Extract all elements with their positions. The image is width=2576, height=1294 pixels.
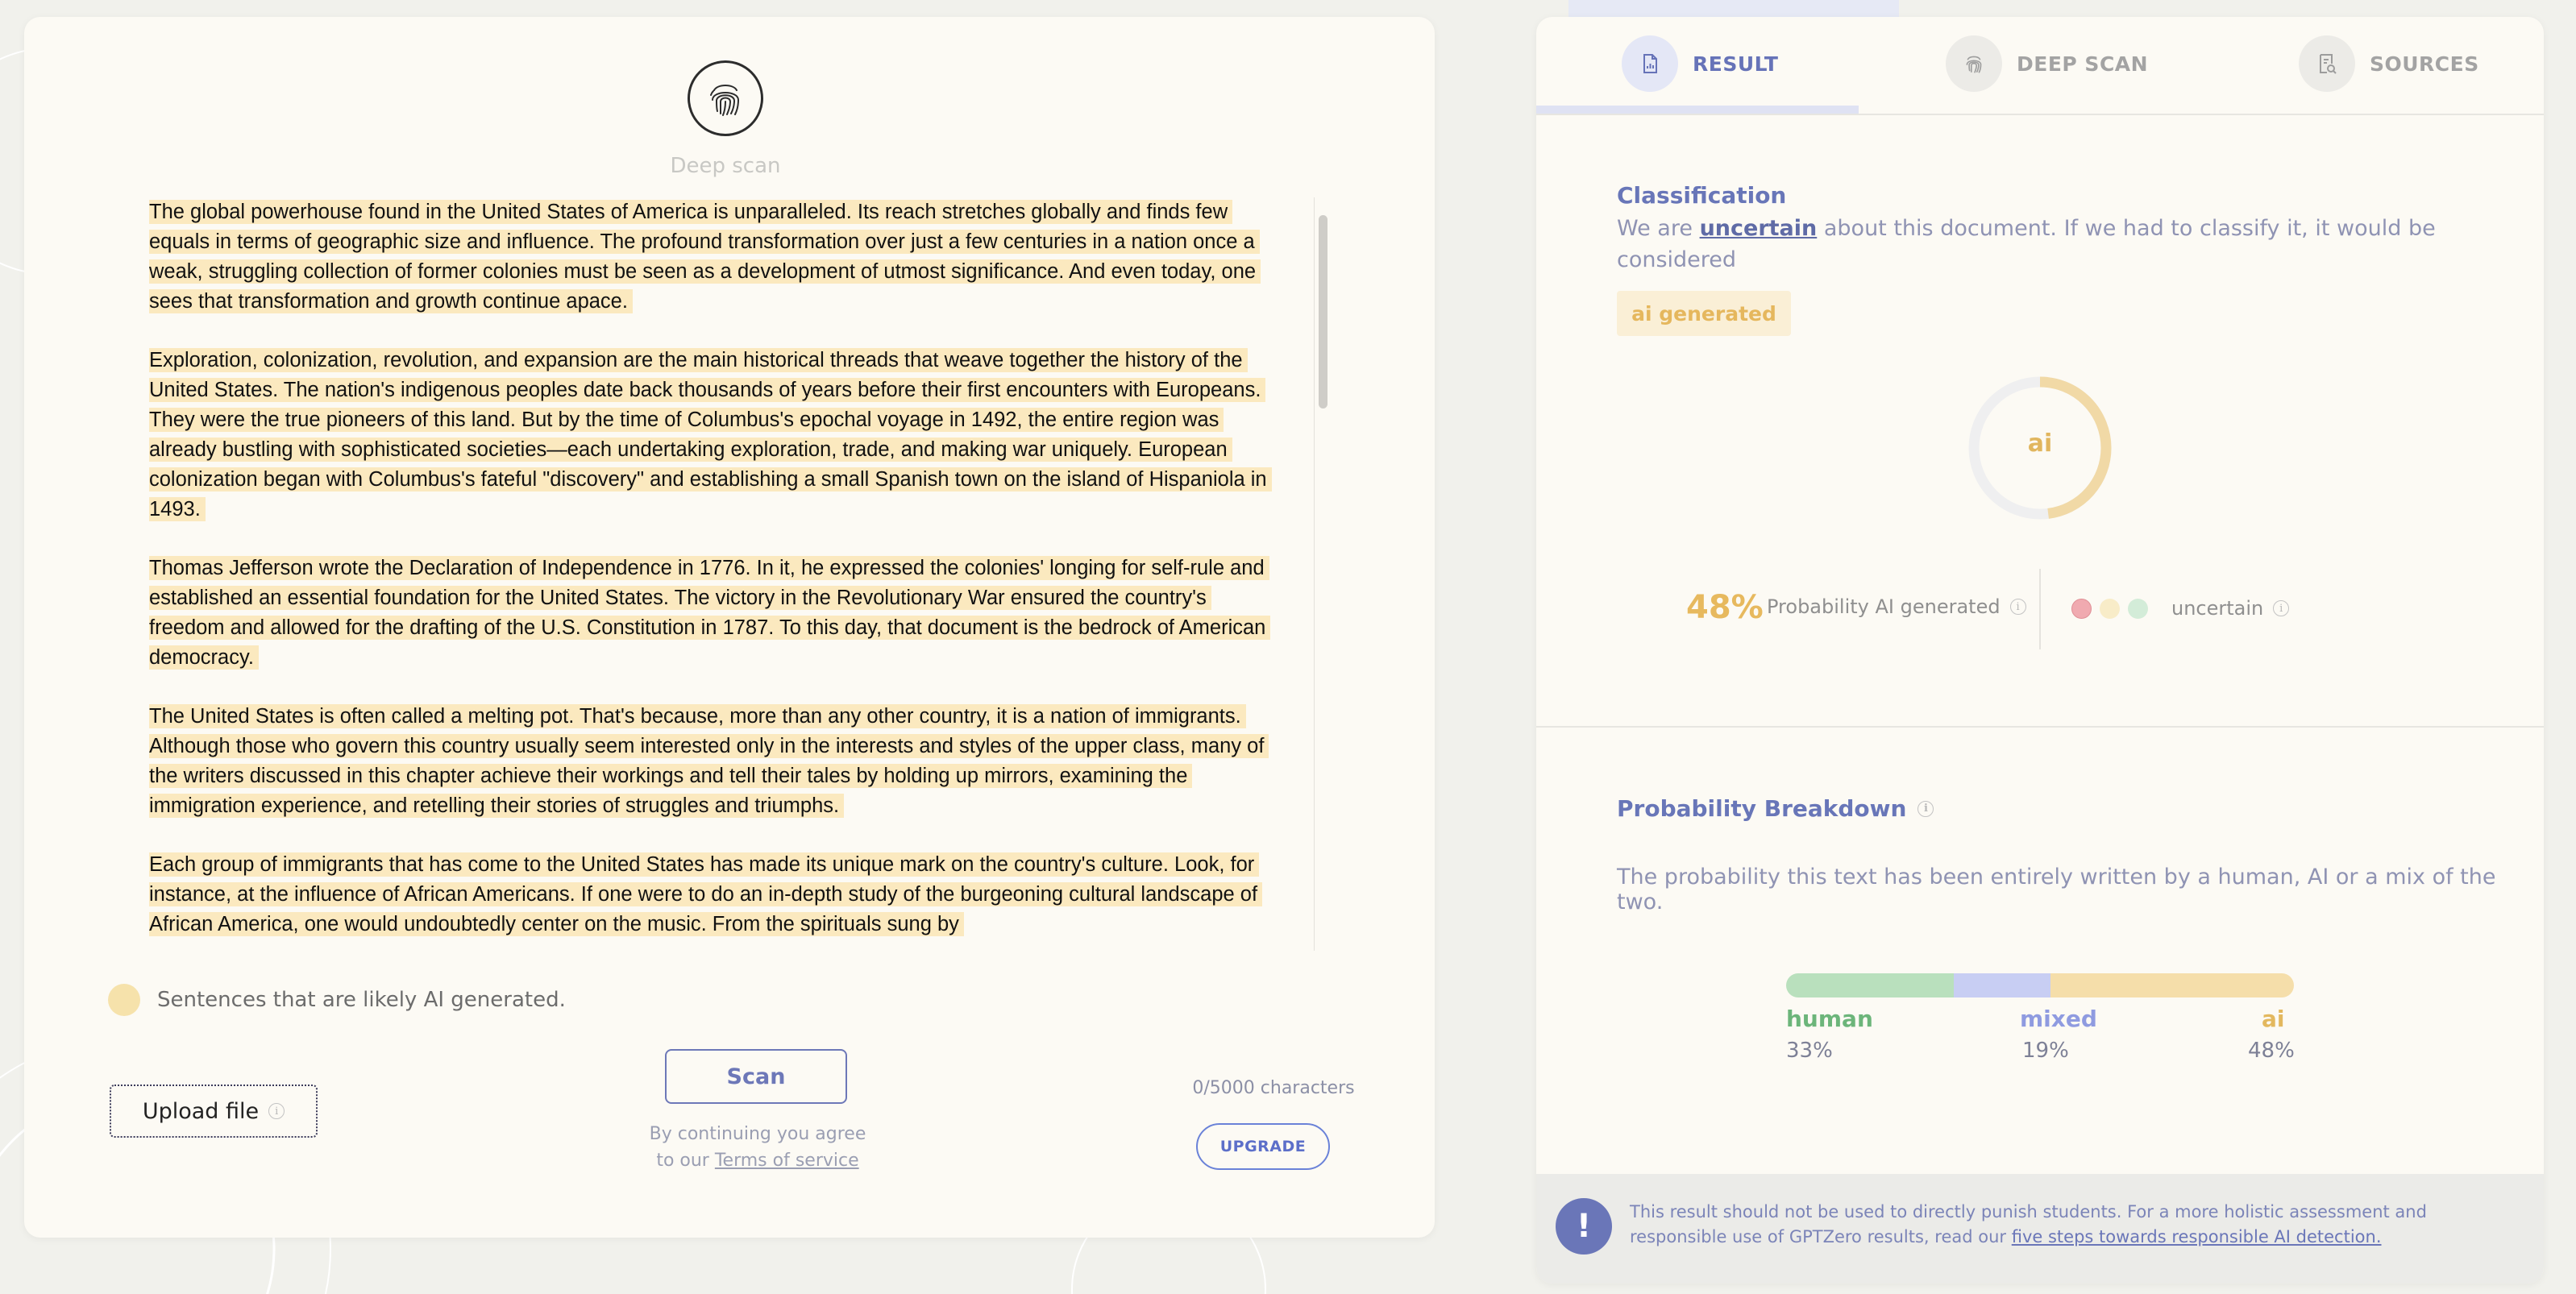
probability-label-text: Probability AI generated <box>1767 595 2001 618</box>
input-panel <box>24 17 1435 1238</box>
donut-label: ai <box>2027 429 2053 458</box>
terms-notice <box>621 1121 895 1174</box>
agree-mid: to our <box>656 1151 709 1171</box>
mixed-label: mixed <box>2020 1006 2097 1032</box>
mixed-value: 19% <box>2022 1039 2069 1063</box>
desc-suffix: about this document. If we had to classify it, it would be considered <box>1617 216 2436 272</box>
highlighted-paragraph: Exploration, colonization, revolution, and expansion are the main historical threads that weave together the history of the United States. The nation's indigenous peoples date back thousands of years before their first encounters with Europeans. They were the true pioneers of this land. But by the time of Columbus's epochal voyage in 1492, the entire region was already bustling with sophisticated societies—each undertaking exploration, trade, and making war uniquely. European colonization began with Columbus's fateful "discovery" and establishing a small Spanish town on the island of Hispaniola in 1493. <box>149 348 1272 521</box>
high-confidence-dot <box>2128 599 2148 619</box>
document-chart-icon <box>1622 35 1678 92</box>
fingerprint-icon <box>1946 35 2002 92</box>
ai-value: 48% <box>2248 1039 2295 1063</box>
tab-label: DEEP SCAN <box>2017 52 2149 76</box>
scrollbar[interactable] <box>1314 197 1331 951</box>
probability-breakdown-bar <box>1786 973 2294 997</box>
breakdown-description: The probability this text has been entirely written by a human, AI or a mix of the two. <box>1617 865 2496 915</box>
upgrade-button[interactable]: UPGRADE <box>1196 1123 1330 1170</box>
results-panel <box>1536 17 2544 1284</box>
ai-segment <box>2050 973 2294 997</box>
tab-sources[interactable] <box>2299 31 2479 96</box>
confidence-indicator <box>2071 599 2148 619</box>
legend-text: Sentences that are likely AI generated. <box>157 988 566 1012</box>
breakdown-title <box>1617 795 1934 822</box>
classification-description <box>1617 213 2471 276</box>
tab-bar <box>1536 17 2544 115</box>
uncertain-link[interactable]: uncertain <box>1699 216 1818 241</box>
ai-probability-label <box>1767 595 2026 618</box>
character-count: 0/5000 characters <box>1192 1078 1355 1098</box>
upload-file-button[interactable] <box>110 1085 318 1138</box>
document-search-icon <box>2299 35 2355 92</box>
active-tab-indicator <box>1536 106 1859 114</box>
text-input-area[interactable] <box>149 197 1310 951</box>
classification-badge: ai generated <box>1617 291 1791 336</box>
highlighted-paragraph: The United States is often called a melting pot. That's because, more than any other country, it is a nation of immigrants. Although those who govern this country usually seem interested only in the interests and styles of the upper class, many of the writers discussed in this chapter achieve their workings and tell their tales by holding up mirrors, examining the immigration experience, and retelling their stories of struggles and triumphs. <box>149 704 1269 818</box>
tab-result[interactable] <box>1622 31 1778 96</box>
tab-label: SOURCES <box>2370 52 2479 76</box>
terms-of-service-link[interactable]: Terms of service <box>714 1151 859 1171</box>
scan-button[interactable]: Scan <box>665 1049 847 1104</box>
info-icon[interactable]: i <box>1917 801 1934 817</box>
low-confidence-dot <box>2071 599 2092 619</box>
ai-probability-value: 48% <box>1686 589 1764 626</box>
exclamation-icon: ! <box>1556 1198 1612 1255</box>
highlighted-paragraph: Each group of immigrants that has come to the United States has made its unique mark on the country's culture. Look, for instance, at the influence of African Americans. If one were to do an in-depth study of the burgeoning cultural landscape of African America, one would undoubtedly center on the music. From the spirituals sung by <box>149 852 1262 936</box>
medium-confidence-dot <box>2100 599 2120 619</box>
human-segment <box>1786 973 1954 997</box>
disclaimer-notice <box>1536 1174 2544 1284</box>
desc-prefix: We are <box>1617 216 1693 241</box>
breakdown-title-text: Probability Breakdown <box>1617 795 1907 822</box>
ai-sentence-legend-dot <box>108 984 140 1016</box>
human-label: human <box>1786 1006 1873 1032</box>
ai-label: ai <box>2262 1006 2285 1032</box>
human-value: 33% <box>1786 1039 1833 1063</box>
info-icon[interactable]: i <box>2010 599 2026 615</box>
upload-file-label: Upload file <box>142 1098 260 1124</box>
tab-label: RESULT <box>1693 52 1779 76</box>
section-divider <box>1536 726 2544 728</box>
disclaimer-body: This result should not be used to directly punish students. For a more holistic assessment and responsible use of GPTZero results, read our <box>1630 1202 2427 1246</box>
info-icon[interactable]: i <box>2273 600 2289 616</box>
mixed-segment <box>1954 973 2050 997</box>
highlighted-paragraph: The global powerhouse found in the United States of America is unparalleled. Its reach stretches globally and finds few equals in terms of geographic size and influence. The profound transformation over just a few centuries in a nation once a weak, struggling collection of former colonies must be seen as a development of utmost significance. And even today, one sees that transformation and growth continue apace. <box>149 200 1261 313</box>
divider <box>2039 569 2041 649</box>
scrollbar-thumb[interactable] <box>1319 215 1327 409</box>
classification-title: Classification <box>1617 182 1787 209</box>
deep-scan-caption: Deep scan <box>670 154 781 178</box>
info-icon[interactable]: i <box>268 1103 285 1119</box>
confidence-label-text: uncertain <box>2171 597 2264 620</box>
tab-deep-scan[interactable] <box>1946 31 2148 96</box>
confidence-label <box>2171 597 2289 620</box>
fingerprint-icon[interactable] <box>688 60 763 136</box>
disclaimer-text <box>1630 1200 2524 1250</box>
highlighted-paragraph: Thomas Jefferson wrote the Declaration of Independence in 1776. In it, he expressed the colonies' longing for self-rule and established an essential foundation for the United States. The victory in the Revolutionary War ensured the country's freedom and allowed for the drafting of the U.S. Constitution in 1787. To this day, that document is the bedrock of American democracy. <box>149 556 1270 670</box>
agree-prefix: By continuing you agree <box>649 1124 866 1144</box>
responsible-ai-link[interactable]: five steps towards responsible AI detection. <box>2011 1227 2382 1246</box>
